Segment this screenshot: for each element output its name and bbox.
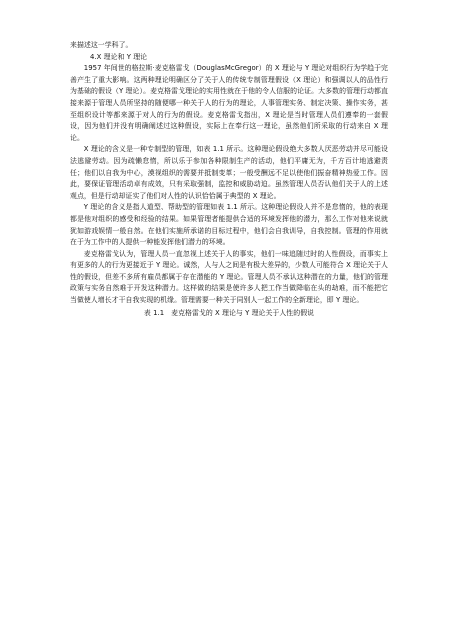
paragraph-2: X 理论的含义是一种专制型的管理，如表 1.1 所示。这种理论假设绝大多数人厌恶劳动并尽可能设法逃避劳动。因为疏懒怠惰，所以乐于参加各种限制生产的活动，他们平庸无为，千方百计地逃避责任；他们以自我为中心，漠视组织的需要并抵制变革；一般受酬远不足以使他们振奋精神热爱工作。因此，要保证管理活动卓有成效，只有采取强制，监控和威胁动迫。虽然管理人员否认他们关于人的上述观点，但是行动却证实了他们对人性的认识恰恰属于典型的 X 理论。	[70, 145, 388, 200]
paragraph-4: 麦克格雷戈认为，管理人员一直忽视上述关于人的事实，他们一味追随过时的人性假设，而事实上有更多的人的行为更接近于 Y 理论。诚然，人与人之间是有极大差异的，少数人可能符合 X 理论关于人性的假设，但差不多所有雇员都属于存在潜能的 Y 理论。管理人员不承认这种潜在的力量，他们的管理政策与实务自然难于开发这种潜力。这样做的结果是使许多人把工作当做降临在头的劫难，而不能把它当做使人增长才干自我实现的机缘。管理需要一种关于同别人一起工作的全新理论，即 Y 理论。	[70, 249, 388, 305]
table-caption: 表 1.1 麦克格雷戈的 X 理论与 Y 理论关于人性的假说	[143, 308, 315, 317]
section-heading: 4.X 理论和 Y 理论	[90, 52, 148, 61]
paragraph-3: Y 理论的含义是指人道型、帮助型的管理如表 1.1 所示。这种理论假设人并不是怠惰的，他的表现都是他对组织的感受和经验的结果。如果管理者能提供合适的环境发挥他的潜力，那么工作对他来说就犹如游戏娱情一般自然。在他们实施所承诺的目标过程中，他们会自我训导，自我控制。管理的作用就在于为工作中的人提供一种能发挥他们潜力的环境。	[70, 203, 388, 247]
paragraph-1: 1957 年间世的格拉斯·麦克格雷戈（DouglasMcGregor）的 X 理论与 Y 理论对组织行为学趋于完善产生了重大影响。这两种理论明确区分了关于人的传统专制管理假设（X 理论）和强调以人的品性行为基础的假设（Y 理论）。麦克格雷戈理论的实用性就在于他的令人信服的论证。大多数的管理行动都直接来源于管理人员所坚持的随便哪一种关于人的行为的理论，人事管理实务、制定决策、操作实务，甚至组织设计等都来源于对人的行为的假设。麦克格雷戈指出，X 理论是当时管理人员们遵奉的一套假设，因为他们并没有明确阐述过这种假设，实际上在奉行这一理论，虽然他们所采取的行动来自 X 理论。	[70, 64, 388, 142]
lead-line: 来描述这一学科了。	[70, 41, 133, 49]
document-body	[70, 40, 388, 319]
